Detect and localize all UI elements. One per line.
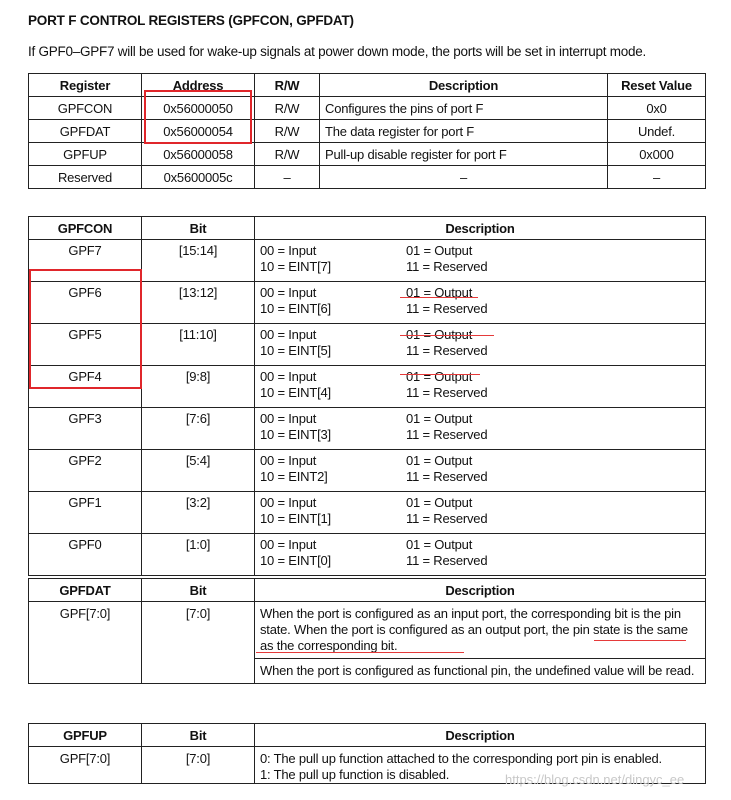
option-value: 10 = EINT[3] (260, 427, 331, 442)
table-row (29, 166, 706, 189)
reset-value: 0x0 (608, 97, 706, 120)
column-header: Description (320, 74, 608, 97)
field-name: GPF5 (29, 324, 142, 366)
bit-range: [5:4] (142, 450, 255, 492)
desc-line (260, 453, 700, 469)
access: R/W (255, 143, 320, 166)
option-value: 11 = Reserved (406, 259, 488, 274)
desc-line (260, 259, 700, 275)
option-value: 11 = Reserved (406, 385, 488, 400)
table-row (29, 492, 706, 534)
description (255, 282, 706, 324)
option-value: 00 = Input (260, 453, 317, 468)
column-header: Reset Value (608, 74, 706, 97)
table-row (29, 97, 706, 120)
gpfdat-table (28, 578, 706, 684)
description (255, 492, 706, 534)
column-header: Bit (142, 217, 255, 240)
description (255, 408, 706, 450)
option-value: 01 = Output (406, 285, 473, 300)
option-value: 11 = Reserved (406, 553, 488, 568)
reset-value: – (608, 166, 706, 189)
option-value: 11 = Reserved (406, 343, 488, 358)
access: – (255, 166, 320, 189)
option-value: 01 = Output (406, 453, 473, 468)
option-value: 00 = Input (260, 243, 317, 258)
option-value: 00 = Input (260, 537, 317, 552)
option-value: 01 = Output (406, 327, 473, 342)
bit-range: [9:8] (142, 366, 255, 408)
column-header: GPFUP (29, 724, 142, 747)
register-name: Reserved (29, 166, 142, 189)
access: R/W (255, 120, 320, 143)
desc-1: 0: The pull up function attached to the corresponding port pin is enabled. (260, 751, 662, 766)
option-value: 10 = EINT2] (260, 469, 328, 484)
register-name: GPFUP (29, 143, 142, 166)
annotation-underline (400, 297, 478, 298)
table-row (29, 408, 706, 450)
field-name: GPF3 (29, 408, 142, 450)
reset-value: Undef. (608, 120, 706, 143)
register-table (28, 73, 706, 189)
description (255, 534, 706, 576)
section-title: PORT F CONTROL REGISTERS (GPFCON, GPFDAT) (28, 13, 354, 28)
desc-line (260, 411, 700, 427)
address: 0x56000058 (142, 143, 255, 166)
desc-line (260, 285, 700, 301)
option-value: 01 = Output (406, 495, 473, 510)
header-row (29, 579, 706, 602)
option-value: 00 = Input (260, 285, 317, 300)
description (255, 366, 706, 408)
column-header: Description (255, 579, 706, 602)
desc-line (260, 511, 700, 527)
column-header: Register (29, 74, 142, 97)
column-header: Description (255, 217, 706, 240)
option-value: 00 = Input (260, 327, 317, 342)
description (255, 450, 706, 492)
option-value: 00 = Input (260, 411, 317, 426)
option-value: 10 = EINT[7] (260, 259, 331, 274)
intro-text: If GPF0–GPF7 will be used for wake-up signals at power down mode, the ports will be set in interrupt mode. (28, 44, 647, 59)
bit-range: [11:10] (142, 324, 255, 366)
register-name: GPFDAT (29, 120, 142, 143)
option-value: 01 = Output (406, 369, 473, 384)
annotation-underline (594, 640, 686, 641)
bit-range: [15:14] (142, 240, 255, 282)
header-row (29, 74, 706, 97)
option-value: 10 = EINT[1] (260, 511, 331, 526)
annotation-underline (256, 652, 464, 653)
desc-2: When the port is configured as functional pin, the undefined value will be read. (255, 658, 705, 679)
field-name: GPF[7:0] (29, 747, 142, 784)
description (255, 240, 706, 282)
option-value: 11 = Reserved (406, 469, 488, 484)
option-value: 00 = Input (260, 369, 317, 384)
column-header: Bit (142, 724, 255, 747)
watermark: https://blog.csdn.net/dingyc_ee (505, 772, 685, 787)
option-value: 11 = Reserved (406, 427, 488, 442)
field-name: GPF1 (29, 492, 142, 534)
table-row (29, 143, 706, 166)
access: R/W (255, 97, 320, 120)
header-row (29, 217, 706, 240)
option-value: 10 = EINT[0] (260, 553, 331, 568)
bit-range: [7:0] (142, 747, 255, 784)
option-value: 00 = Input (260, 495, 317, 510)
option-value: 01 = Output (406, 537, 473, 552)
annotation-underline (400, 374, 480, 375)
desc-line (260, 469, 700, 485)
description: Configures the pins of port F (320, 97, 608, 120)
field-name: GPF6 (29, 282, 142, 324)
description: – (320, 166, 608, 189)
table-row (29, 602, 706, 684)
table-row (29, 450, 706, 492)
description (255, 324, 706, 366)
description (255, 602, 706, 684)
table-row (29, 534, 706, 576)
option-value: 10 = EINT[6] (260, 301, 331, 316)
field-name: GPF7 (29, 240, 142, 282)
description: Pull-up disable register for port F (320, 143, 608, 166)
column-header: Address (142, 74, 255, 97)
desc-line (260, 385, 700, 401)
desc-line (260, 369, 700, 385)
column-header: Description (255, 724, 706, 747)
option-value: 10 = EINT[4] (260, 385, 331, 400)
field-name: GPF0 (29, 534, 142, 576)
address: 0x56000050 (142, 97, 255, 120)
option-value: 01 = Output (406, 411, 473, 426)
option-value: 11 = Reserved (406, 301, 488, 316)
column-header: Bit (142, 579, 255, 602)
desc-line (260, 301, 700, 317)
address: 0x5600005c (142, 166, 255, 189)
bit-range: [1:0] (142, 534, 255, 576)
desc-1: When the port is configured as an input port, the corresponding bit is the pin state. When the port is configured as an output port, the pin state is the same as the corresponding bit. (260, 606, 688, 653)
table-row (29, 120, 706, 143)
desc-line (260, 343, 700, 359)
desc-line (260, 243, 700, 259)
annotation-box-gpf6-4 (29, 269, 142, 389)
annotation-box-address (144, 90, 252, 144)
annotation-underline (400, 335, 494, 336)
field-name: GPF4 (29, 366, 142, 408)
column-header: GPFDAT (29, 579, 142, 602)
description: The data register for port F (320, 120, 608, 143)
desc-line (260, 495, 700, 511)
option-value: 10 = EINT[5] (260, 343, 331, 358)
option-value: 01 = Output (406, 243, 473, 258)
column-header: R/W (255, 74, 320, 97)
bit-range: [7:6] (142, 408, 255, 450)
desc-2: 1: The pull up function is disabled. (260, 767, 450, 782)
field-name: GPF[7:0] (29, 602, 142, 684)
desc-line (260, 537, 700, 553)
column-header: GPFCON (29, 217, 142, 240)
option-value: 11 = Reserved (406, 511, 488, 526)
address: 0x56000054 (142, 120, 255, 143)
header-row (29, 724, 706, 747)
register-name: GPFCON (29, 97, 142, 120)
bit-range: [3:2] (142, 492, 255, 534)
bit-range: [7:0] (142, 602, 255, 684)
desc-line (260, 427, 700, 443)
reset-value: 0x000 (608, 143, 706, 166)
field-name: GPF2 (29, 450, 142, 492)
desc-line (260, 553, 700, 569)
bit-range: [13:12] (142, 282, 255, 324)
